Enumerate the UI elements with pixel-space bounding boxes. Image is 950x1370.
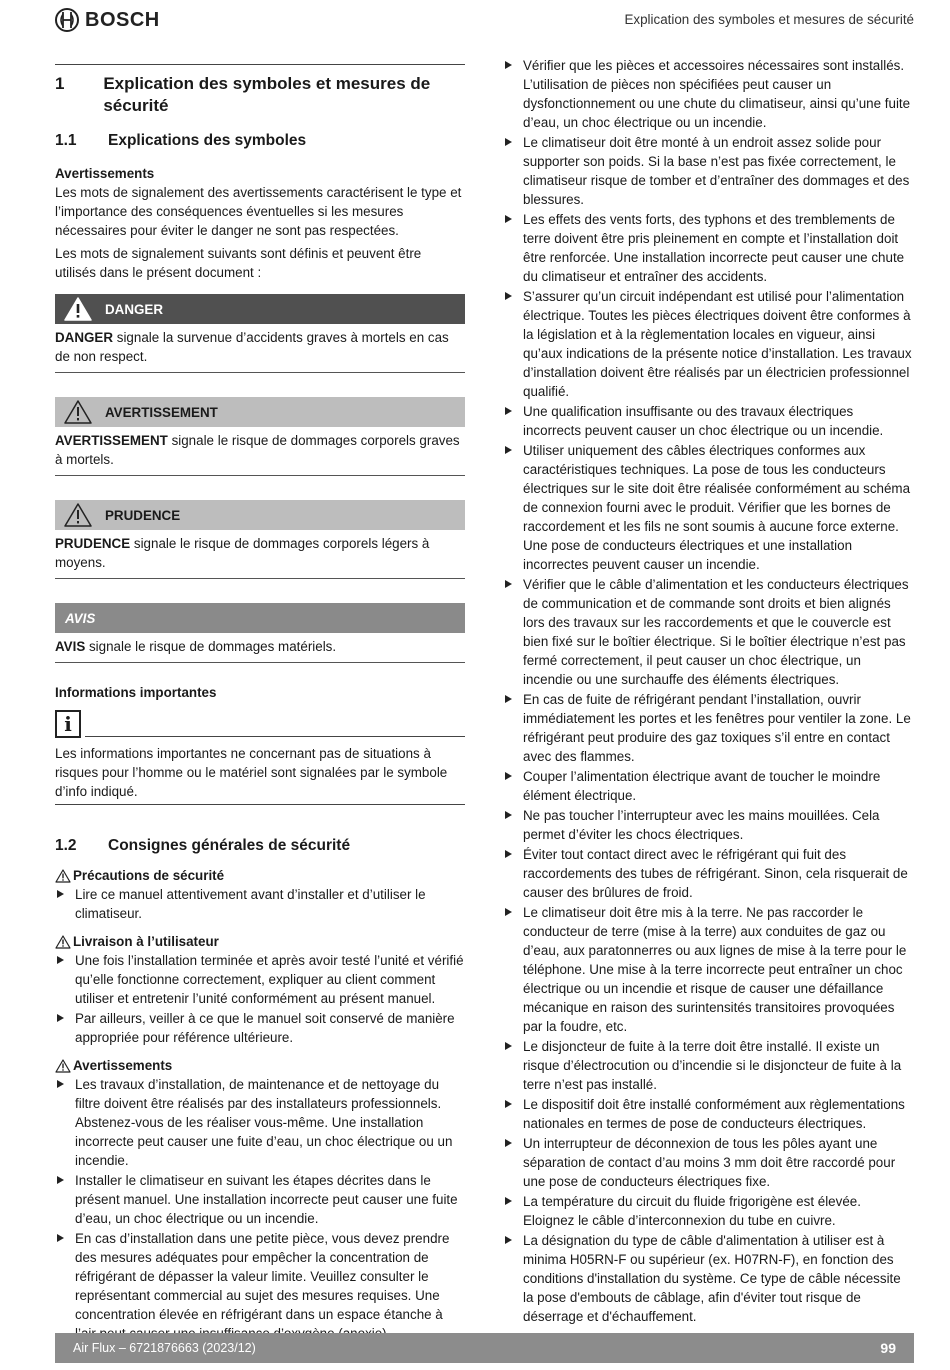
list-item: Une qualification insuffisante ou des travaux électriques incorrects peuvent causer un choc électrique ou un incendie. [503,402,913,440]
avertissements-list [55,1075,465,1343]
list-item: Une fois l’installation terminée et après avoir testé l’unité et vérifié qu’elle fonctionne correctement, expliquer au client comment utiliser et entretenir l’unité conformément au présent manuel. [55,951,465,1008]
avertissement-label: AVERTISSEMENT [105,404,218,420]
left-column [55,64,465,1344]
avertissement-notice [55,397,465,476]
avertissements-list-heading: Avertissements [55,1056,465,1075]
danger-bar [55,294,465,324]
page-footer [55,1333,914,1363]
info-symbol-row [55,710,465,738]
list-item: S’assurer qu’un circuit indépendant est utilisé pour l’alimentation électrique. Toutes les pièces électriques doivent être conformes à la législation et à la règlementation locales en vigueur, ainsi qu’aux indications de la présente notice d’installation. Les travaux d’installation doivent être réalisés par un électricien professionnel qualifié. [503,287,913,401]
avis-label: AVIS [65,610,96,626]
list-item: Les travaux d’installation, de maintenance et de nettoyage du filtre doivent être réalisés par des installateurs professionnels. Abstenez-vous de les réaliser vous-même. Une installation incorrecte peut causer une fuite d’eau, un choc électrique ou un incendie. [55,1075,465,1170]
list-item: Le disjoncteur de fuite à la terre doit être installé. Il existe un risque d’électrocution ou d’incendie si le disjoncteur de fuite à la terre n’est pas installé. [503,1037,913,1094]
precautions-list [55,885,465,923]
avertissement-bar [55,397,465,427]
precautions-heading: Précautions de sécurité [55,866,465,885]
section-1-heading: 1 Explication des symboles et mesures de sécurité [55,74,431,115]
prudence-notice [55,500,465,579]
list-item: Installer le climatiseur en suivant les étapes décrites dans le présent manuel. Une installation incorrecte peut causer une fuite d’eau, un choc électrique ou un incendie. [55,1171,465,1228]
avis-notice [55,603,465,663]
brand-name: BOSCH [85,8,160,31]
warning-triangle-icon [55,935,71,949]
avertissements-heading: Avertissements [55,166,155,181]
list-item: Ne pas toucher l’interrupteur avec les mains mouillées. Cela permet d’éviter les chocs électriques. [503,806,913,844]
page-number: 99 [880,1339,896,1356]
list-item: Le climatiseur doit être mis à la terre. Ne pas raccorder le conducteur de terre (mise à la terre) aux conduites de gaz ou d’eau, aux paratonnerres ou aux lignes de mise à la terre pour le téléphone. Une mise à la terre incorrecte peut entraîner un choc électrique ou un incendie et risque de causer une défaillance mécanique en raison des surintensités transitoires provoquées par la foudre, etc. [503,903,913,1036]
safety-list [503,56,913,1326]
danger-notice [55,294,465,373]
list-item: Le climatiseur doit être monté à un endroit assez solide pour supporter son poids. Si la base n’est pas fixée correctement, le climatiseur risque de tomber et d’entraîner des dommages et des blessures. [503,133,913,209]
prudence-bar [55,500,465,530]
info-icon: i [55,710,81,738]
info-text: Les informations importantes ne concernant pas de situations à risques pour l’homme ou le matériel sont signalées par le symbole d’info indiqué. [55,738,465,805]
right-column [503,56,913,1327]
list-item: Éviter tout contact direct avec le réfrigérant qui fuit des raccordements des tubes de réfrigérant. Sinon, cela risquerait de causer des brûlures de froid. [503,845,913,902]
avertissement-text: AVERTISSEMENT signale le risque de dommages corporels graves à mortels. [55,427,465,476]
warning-triangle-icon [55,869,71,883]
info-rule [85,736,465,737]
list-item: Les effets des vents forts, des typhons et des tremblements de terre doivent être pris pleinement en compte et l’installation doit être renforcée. Une installation incorrecte peut causer une chute du climatiseur et entraîner des accidents. [503,210,913,286]
info-heading: Informations importantes [55,685,217,700]
list-item: La température du circuit du fluide frigorigène est élevée. Eloignez le câble d’interconnexion du tube en cuivre. [503,1192,913,1230]
list-item: Utiliser uniquement des câbles électriques conformes aux caractéristiques techniques. La pose de tous les conducteurs électriques sur le site doit être réalisée conformément au schéma de connexion fourni avec le produit. Vérifier que les bornes de raccordement et les fils ne sont soumis à aucune force externe. Une pose de conducteurs électriques et une installation incorrectes peuvent causer un incendie. [503,441,913,574]
warning-triangle-icon [55,1059,71,1073]
danger-label: DANGER [105,301,164,317]
livraison-list [55,951,465,1047]
list-item: Le dispositif doit être installé conformément aux règlementations nationales en termes de pose de conducteurs électriques. [503,1095,913,1133]
list-item: Vérifier que le câble d’alimentation et les conducteurs électriques de communication et de commande sont droits et bien alignés lors des travaux sur les raccordements et que le couvercle est bien fixé sur le boîtier électrique. Si le boîtier électrique n’est pas fermé correctement, il peut causer un choc électrique, un incendie ou une surchauffe des éléments électriques. [503,575,913,689]
prudence-text: PRUDENCE signale le risque de dommages corporels légers à moyens. [55,530,465,579]
prudence-label: PRUDENCE [105,507,181,523]
list-item: En cas de fuite de réfrigérant pendant l’installation, ouvrir immédiatement les portes et les fenêtres pour ventiler la zone. Le réfrigérant peut produire des gaz toxiques s’il entre en contact avec des flammes. [503,690,913,766]
section-rule [55,64,465,65]
section-1-1-heading: 1.1 Explications des symboles [55,132,307,149]
warning-triangle-icon [63,502,93,528]
list-item: En cas d’installation dans une petite pièce, vous devez prendre des mesures adéquates pour empêcher la concentration de réfrigérant de dépasser la valeur limite. Veuillez consulter le représentant commercial au sujet des mesures requises. Une concentration élevée en réfrigérant dans un espace étanche à [55,1229,465,1343]
warning-triangle-icon [63,296,93,322]
list-item: Vérifier que les pièces et accessoires nécessaires sont installés. L’utilisation de pièces non spécifiées peut causer un dysfonctionnement ou une chute du climatiseur, ainsi qu’une fuite d’eau, un choc électrique ou un incendie. [503,56,913,132]
running-header: Explication des symboles et mesures de sécurité [624,12,914,27]
intro-paragraph: Les mots de signalement des avertissements caractérisent le type et l’importance des conséquences éventuelles si les mesures nécessaires pour éviter le danger ne sont pas respectées. [55,185,462,238]
brand-logo [55,8,160,32]
document-reference: Air Flux – 6721876663 (2023/12) [73,1340,256,1355]
danger-text: DANGER signale la survenue d’accidents graves à mortels en cas de non respect. [55,324,465,373]
avis-text: AVIS signale le risque de dommages matériels. [55,633,465,663]
list-item: Couper l’alimentation électrique avant de toucher le moindre élément électrique. [503,767,913,805]
list-item: La désignation du type de câble d'alimentation à utiliser est à minima H05RN-F ou supérieur (ex. H07RN-F), en fonction des conditions d'installation du système. Ce type de câble nécessite la pose d'embouts de câblage, afin d'éviter tout risque de déserrage et d'échauffement. [503,1231,913,1326]
livraison-heading: Livraison à l’utilisateur [55,932,465,951]
warning-triangle-icon [63,399,93,425]
list-item: Par ailleurs, veiller à ce que le manuel soit conservé de manière appropriée pour référence ultérieure. [55,1009,465,1047]
list-item: Un interrupteur de déconnexion de tous les pôles ayant une séparation de contact d’au moins 3 mm doit être raccordé pour une pose de conducteurs électriques fixe. [503,1134,913,1191]
signal-words-paragraph: Les mots de signalement suivants sont définis et peuvent être utilisés dans le présent document : [55,246,422,280]
avis-bar [55,603,465,633]
list-item: Lire ce manuel attentivement avant d’installer et d’utiliser le climatiseur. [55,885,465,923]
bosch-armature-icon [55,8,79,32]
section-1-2-heading: 1.2 Consignes générales de sécurité [55,837,351,854]
